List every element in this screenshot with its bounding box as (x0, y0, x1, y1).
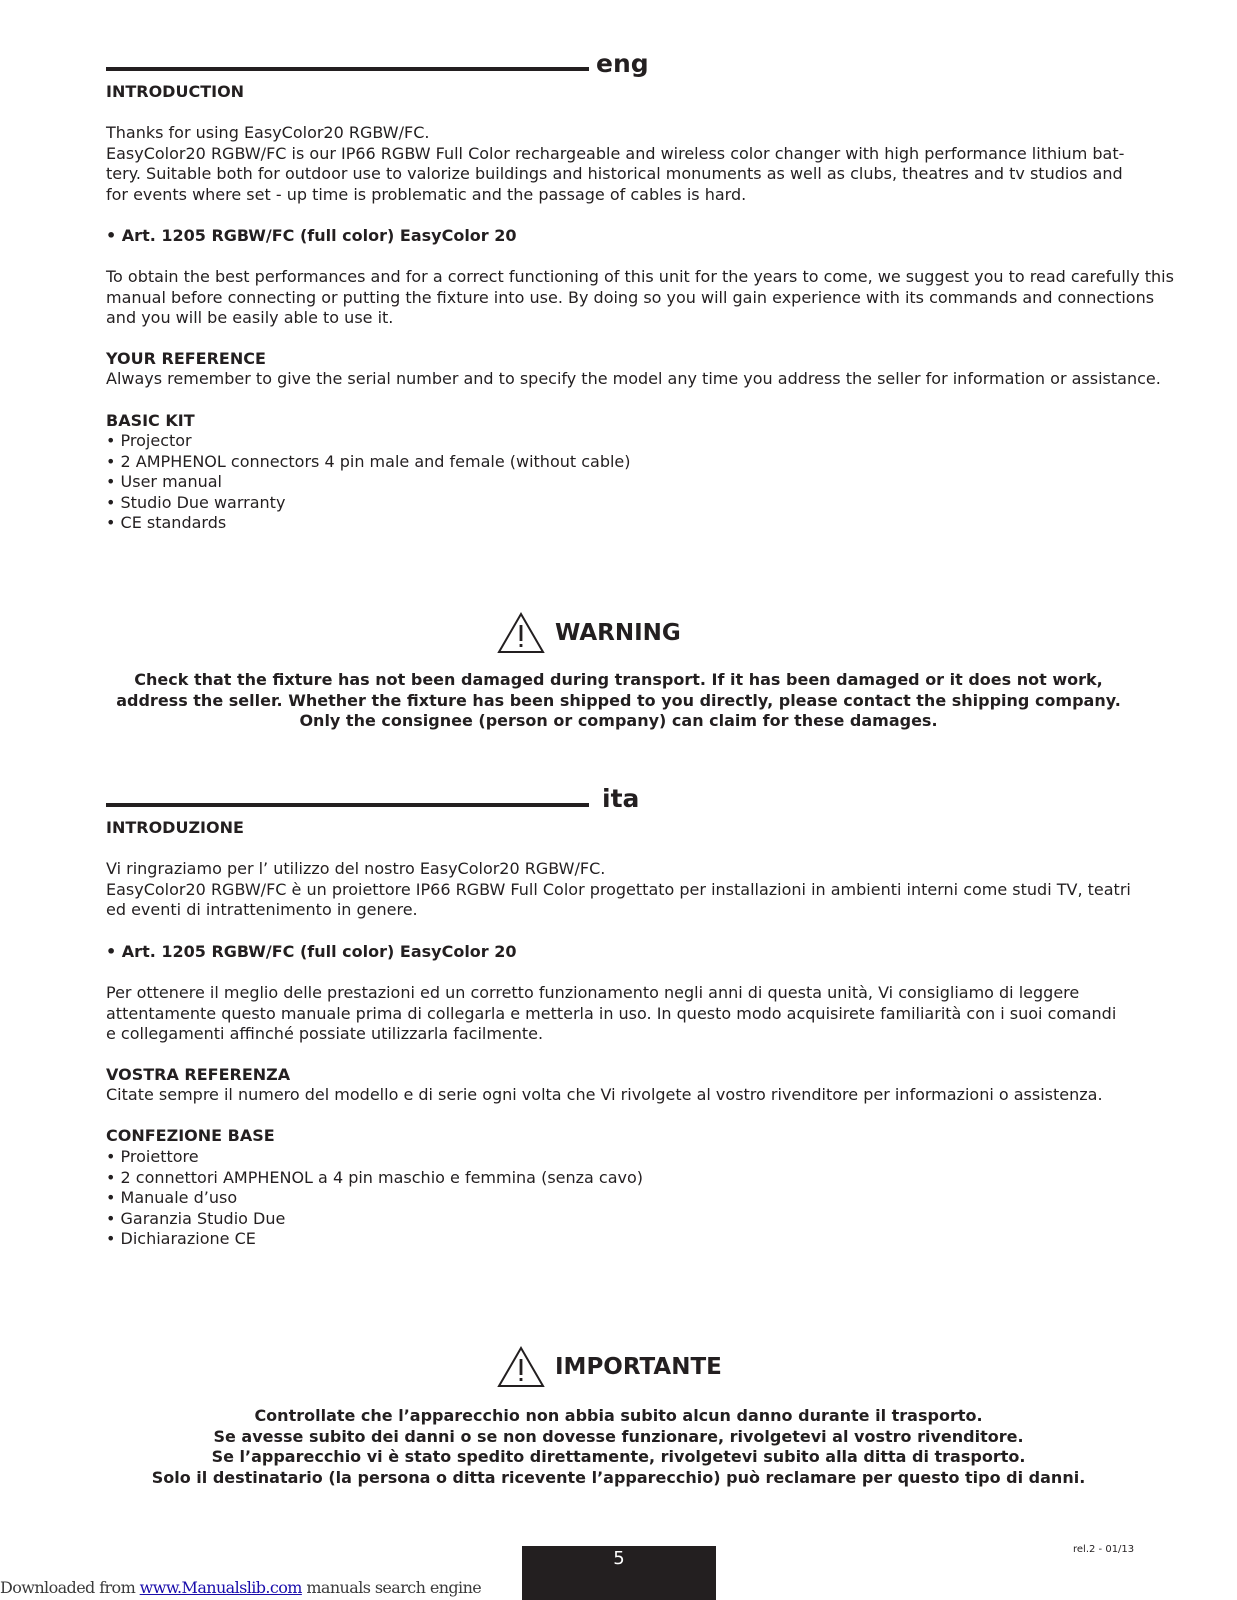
intro-paragraph-ita: Vi ringraziamo per l’ utilizzo del nostro EasyColor20 RGBW/FC. EasyColor20 RGBW/FC è un proiettore IP66 RGBW Full Color progettato per installazioni in ambienti interni come studi TV, teatri ed eventi di intrattenimento in genere. (106, 859, 1131, 919)
performance-paragraph-ita: Per ottenere il meglio delle prestazioni ed un corretto funzionamento negli anni di questa unità, Vi consigliamo di leggere attentamente questo manuale prima di collegarla e metterla in uso. In questo modo acquisirete familiarità con i suoi comandi e collegamenti affinché possiate utilizzarla facilmente. (106, 983, 1117, 1043)
warning-triangle-icon (497, 612, 545, 654)
reference-text-ita: Citate sempre il numero del modello e di serie ogni volta che Vi rivolgete al vostro rivenditore per informazioni o assistenza. (106, 1085, 1103, 1104)
kit-list-ita (106, 1147, 643, 1250)
reference-heading-ita: VOSTRA REFERENZA (106, 1065, 291, 1084)
kit-heading-eng: BASIC KIT (106, 411, 195, 430)
page-number-box (522, 1546, 716, 1600)
intro-heading-ita: INTRODUZIONE (106, 818, 244, 837)
section-rule-ita (106, 803, 589, 807)
list-item: • User manual (106, 472, 222, 491)
list-item: • Garanzia Studio Due (106, 1208, 286, 1228)
list-item: • Proiettore (106, 1147, 199, 1166)
art-line-eng: • Art. 1205 RGBW/FC (full color) EasyColor 20 (106, 226, 517, 245)
list-item: • Projector (106, 431, 192, 450)
manualslib-link[interactable]: www.Manualslib.com (139, 1578, 302, 1597)
performance-paragraph-eng: To obtain the best performances and for a correct functioning of this unit for the years to come, we suggest you to read carefully this manual before connecting or putting the fixture into use. By doing so you will gain experience with its commands and connections and you will be easily able to use it. (106, 267, 1174, 327)
release-label: rel.2 - 01/13 (1073, 1544, 1135, 1555)
language-tag-eng: eng (596, 49, 649, 78)
warning-text-eng: Check that the fixture has not been damaged during transport. If it has been damaged or it does not work, address the seller. Whether the fixture has been shipped to you directly, please contact the shipping company. Only the consignee (person or company) can claim for these damages. (116, 670, 1121, 730)
footer-prefix: Downloaded from (0, 1578, 140, 1597)
list-item: • Studio Due warranty (106, 492, 286, 512)
warning-title: IMPORTANTE (555, 1354, 722, 1380)
warning-text-ita: Controllate che l’apparecchio non abbia subito alcun danno durante il trasporto. Se avesse subito dei danni o se non dovesse funzionare, rivolgetevi al vostro rivenditore. Se l’apparecchio vi è stato spedito direttamente, rivolgetevi subito alla ditta di trasporto. Solo il destinatario (la persona o ditta ricevente l’apparecchio) può reclamare per questo tipo di danni. (151, 1406, 1086, 1487)
list-item: • Manuale d’uso (106, 1188, 238, 1207)
download-footer (0, 1578, 481, 1597)
reference-heading-eng: YOUR REFERENCE (106, 349, 266, 368)
reference-text-eng: Always remember to give the serial number and to specify the model any time you address the seller for information or assistance. (106, 369, 1161, 388)
list-item: • Dichiarazione CE (106, 1229, 256, 1248)
kit-list-eng (106, 431, 631, 534)
art-line-ita: • Art. 1205 RGBW/FC (full color) EasyColor 20 (106, 942, 517, 961)
list-item: • 2 connettori AMPHENOL a 4 pin maschio e femmina (senza cavo) (106, 1167, 644, 1187)
list-item: • CE standards (106, 513, 227, 532)
language-tag-ita: ita (602, 784, 640, 813)
kit-heading-ita: CONFEZIONE BASE (106, 1126, 275, 1145)
page-number: 5 (613, 1548, 625, 1569)
warning-title: WARNING (555, 620, 681, 646)
warning-triangle-icon (497, 1346, 545, 1388)
warning-heading-eng (497, 612, 681, 654)
list-item: • 2 AMPHENOL connectors 4 pin male and female (without cable) (106, 451, 631, 471)
section-rule-eng (106, 67, 589, 71)
warning-heading-ita (497, 1346, 722, 1388)
intro-paragraph-eng: Thanks for using EasyColor20 RGBW/FC. EasyColor20 RGBW/FC is our IP66 RGBW Full Color rechargeable and wireless color changer with high performance lithium bat- tery. Suitable both for outdoor use to valorize buildings and historical monuments as well as clubs, theatres and tv studios and for events where set - up time is problematic and the passage of cables is hard. (106, 123, 1125, 204)
intro-heading-eng: INTRODUCTION (106, 82, 245, 101)
footer-suffix: manuals search engine (301, 1578, 482, 1597)
